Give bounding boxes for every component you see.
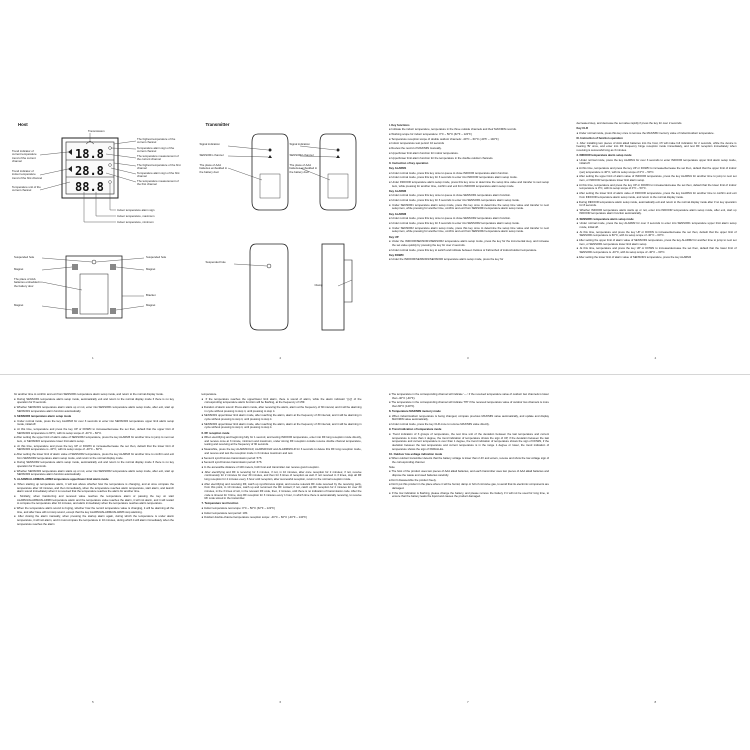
paragraph: ● At this time, temperature and press the key UP or DOWN to increase/decrease the set then, default that the lower limit of SENSOR2 temperature is -40°C, with its setup scope of -40°C ~ 60°C. — [14, 444, 174, 452]
tx2-callout-1: Signal indication — [289, 142, 310, 146]
paragraph: ● Under SENSOR2 temperature alarm setup mode, press this key once to determine the setup time value and transfer to next setup item, while pressing for another time, confirm and exit from SENSOR2 temperature alarm setup mode. — [389, 226, 549, 234]
paragraph: ● After setting the upper limit of alarm value of SENSOR1 temperature, press the key ALARM2 for another time to jump to next set item, or SENSOR1 temperature lower limit alarm setup. — [576, 239, 737, 246]
page-2 — [188, 0, 376, 375]
paragraph: ● During SENSOR2 temperature alarm setup mode, automatically exit and return to the normal display mode if there is no key operation for 8 seconds. — [14, 461, 174, 468]
tx2-callout-3: The place of AAA batteries embedded in the battery door — [289, 163, 318, 174]
section-heading: 10. Outdoor low-voltage indication mode — [389, 452, 443, 456]
paragraph: ● Under normal mode, press this key once to queue to close INDOOR temperature alarm function. — [389, 171, 509, 175]
paragraph: ● Meanwhile, press the key ALARM1/CLR, ALARM2/CLR and ALARM3/CLR for 3 seconds to delete this RF long reception mode, and receive and test the reception mode in 3 minutes maximum and test. — [201, 448, 362, 455]
paragraph: ● Duration of alarm sound: Press alarm mode, after receiving the alarm, alarm at the frequency of 30 interval, and it will be alarming in cycle without pressing to stop it, until pressing to stop it. — [201, 406, 362, 413]
paragraph: ● After electrifying and receiving RF, catch up synchronous signal, and receive relevant RF code received by the receiving party, from this point, in 10 minutes, catch up and reconnect the RF contact; if not, catch up RF reception for 2 minutes for over 30 minutes, in the 3 times of not, in the relevant RF code, then, 2 minutes, until there is no indication of transmission code. After the code is timeout for 3 time, stop RF reception for 3 minutes every 1 hour, in which time there is automatically receiving, to receive RF code stored in the transmitter. — [201, 482, 362, 501]
paragraph: ● Sensor2 synchronous transmission period: 67S — [201, 461, 262, 465]
paragraph: ● During SENSOR1 temperature alarm setup mode, automatically exit and return to the normal display mode if there is no key operation for 8 seconds. — [14, 397, 174, 405]
page-3-text — [389, 122, 549, 263]
back-callout-left-2: Magnet — [14, 267, 24, 271]
section-heading: 5. ALARM1/ALARM2/ALARM3 temperature upper/lower limit alarm mode — [14, 478, 109, 482]
section-heading: Key DOWN — [389, 253, 404, 257]
tx2-callout-2: SENSOR2 channel — [289, 153, 314, 157]
lcd-row3: 88.8 — [75, 180, 104, 194]
lcd-callout-left-3: Temperature unit of the current channel — [12, 185, 41, 193]
lcd-callout-right-3: The temperature measurement of the current channel — [137, 154, 179, 162]
paragraph: ● The temperature in the corresponding channel will indicate 'HH' if the received temperature value of outdoor two channels is more than 60°C (140°F). — [389, 401, 549, 408]
paragraph: ● Whether SENSOR1 temperature alarm starts up or not, enter into SENSOR1 temperature alarm setup mode, after exit, start up SENSOR1 temperature alarm function automatically. — [14, 406, 174, 413]
paragraph: ● Under normal mode, press the key ALARM3 for over 3 seconds to enter into SENSOR2 temperature upper limit alarm setup mode, initial:off. — [14, 419, 174, 427]
lcd-callout-right-1: The highest temperature of the current channel — [137, 137, 176, 145]
lcd-callout-right-5: Temperature alarm sign of the first channel — [137, 171, 180, 179]
paragraph: ● Under INDOOR temperature alarm setup mode, press this key once to determine the setup time value and transfer to next setup item, while pressing for another time, confirm and exit from INDOOR temperature alarm setup mode. — [389, 180, 549, 188]
paragraph: ● In the accessible distance of 100 meters, both host and transmitter can receive good reception. — [201, 465, 320, 469]
tx1-callout-1: Signal indication — [199, 142, 220, 146]
tx1-callout-2: SENSOR1 channel — [199, 153, 224, 157]
paragraph: ● Indoor temperature test period: 10S — [201, 511, 248, 515]
paragraph: ● Review the record of MAX/MIN manually. — [389, 147, 442, 151]
lcd-callout-left-1: Trend indicator of current temperature trend of the current channel — [12, 149, 37, 164]
lcd-callout-right-4: The highest temperature of the first channel — [137, 163, 181, 171]
paragraph: ● Don't put this product in the place where it will be humid, damp or full of corrosive gas, to avoid that its electronic components are damaged. — [389, 483, 549, 491]
paragraph: ● When outdoor transmitter detects that the battery voltage is lower than 2.4V and enters, receive and show the low voltage sign of the corresponding channel. — [389, 457, 549, 464]
back-callout-right-1: Suspended hole — [146, 255, 167, 259]
tx-callout-hole: Suspended hole — [205, 260, 226, 264]
paragraph: ● At this time, temperature and press the key UP or DOWN to increase/decrease the set then, default that the lower limit of SENSOR1 temperature is -40°C, with its setup scope of -40°C ~ 60°C. — [576, 247, 737, 254]
page-6 — [188, 375, 376, 750]
page-4 — [563, 0, 750, 375]
paragraph: ● Sensor1 synchronous transmission period: 57S — [201, 456, 262, 460]
paragraph: ● Whether SENSOR2 temperature alarm starts up or not, enter into SENSOR2 temperature alarm setup mode, after exit, start up SENSOR2 temperature alarm function automatically. — [14, 469, 174, 477]
paragraph: ● Under the INDOOR/SENSOR1/SENSOR2 temperature alarm setup mode, press the key for — [389, 258, 504, 262]
paragraph: ● When starting up temperature alarm, it will test above whether how the temperature is changing, and at once compare the temperature after 10 minutes, and then immediately, when the temperature reaches alarm temperature, start alarm, and launch alarm sound immediately when it is received that the temperature reaches the alarm for another time. — [14, 483, 174, 494]
lcd-callout-bottom-2: Indoor temperature, maximum — [117, 214, 155, 218]
back-callout-left-3: The place of AAA batteries embedded in the battery door — [14, 277, 42, 288]
paragraph: ● After electrifying and RF is receiving for 3 minutes, if not, in 10 minutes, after once reception for 2 minutes; if not, receive continuously for 2 minutes for over 30 minutes, and then for 3 times of reception as well. If not received in 3 times, stop all RF long reception for 4 minutes every 3 hour until reception, after successful reception, return to the normal reception mode. — [201, 470, 362, 481]
page-7 — [375, 375, 563, 750]
section-heading: 2. INDOOR temperature alarm setup mode — [576, 154, 632, 158]
page-2-number: 2 — [279, 356, 282, 360]
paragraph: Note — [389, 465, 395, 469]
paragraph: ● After closing the alarm manually, when pressing the startup alarm again, during which the temperature is under alarm temperature, it will not alarm, and it must compare the temperature in 10 minutes, during which it will alarm immediately when the temperature reaches the alarm — [14, 515, 174, 526]
paragraph: ● Indoor temperature test period: 10 seconds — [389, 142, 445, 146]
transmitter-back-diagram — [188, 236, 375, 336]
section-heading: 8. Temperature MAX/MIN memory mode — [389, 410, 441, 414]
page-4-number: 4 — [654, 356, 657, 360]
section-heading: Key ALARM2 — [389, 189, 407, 193]
page-7-number: 7 — [467, 700, 469, 704]
paragraph: ● Under SENSOR1 temperature alarm setup mode, press this key once to determine the setup time value and transfer to next setup item, while pressing for another time, confirm and exit from SENSOR1 temperature alarm setup mode. — [389, 203, 549, 211]
paragraph: ● SENSOR1 upper/lower limit alarm mode, after reaching the alarm, alarm at the frequency of 30 interval, and it will be alarming in cycle without pressing to stop it, until pressing to stop it. — [201, 414, 362, 422]
paragraph: ● Indoor temperature test scope: 0°C ~ 50°C (32°F ~ 122°F) — [201, 507, 275, 510]
paragraph: ● Under normal mode, press the key ALARM2 for over 3 seconds to enter into SENSOR1 temperature upper limit alarm setup mode, initial:off. — [576, 222, 737, 229]
lcd-callout-bottom-3: Indoor temperature, minimum — [117, 220, 154, 224]
page-6-number: 6 — [279, 700, 282, 704]
section-heading: 9. Trend indication of temperature mode — [389, 428, 442, 432]
lcd-callout-transmission: Transmission — [88, 129, 105, 133]
paragraph: ● Under the INDOOR/SENSOR1/SENSOR2 temperature alarm setup mode, press the key for the incremental step, and increase the set value quickly by pressing the key for over 2 seconds. — [389, 240, 549, 247]
host-back-diagram — [0, 250, 187, 330]
paragraph: ● After setting the lower limit of alarm value of SENSOR2 temperature, press the key ALARM3 for another time to confirm and exit from SENSOR2 temperature alarm setup mode, and return to the normal display mode. — [14, 452, 174, 460]
page-7-text — [389, 393, 549, 500]
bottom-sheet — [0, 375, 750, 750]
page-5-text — [14, 393, 174, 527]
paragraph: ● When the temperature alarm sound is ringing, whether how the record temperature value is changing, it will be alarming all the time, and after have will not stop sound, except that the key ALARM1/ALARM2/ALARM3 stop alarming. — [14, 507, 174, 514]
paragraph: ● After setting the lower limit of alarm value of SENSOR1 temperature, press the key ALARM2 — [576, 255, 692, 259]
paragraph: ● Whether INDOOR temperature alarm starts up or not, enter into INDOOR temperature alarm setup mode, after exit, start up INDOOR temperature alarm function automatically. — [576, 208, 737, 216]
page-3-number: 3 — [467, 356, 469, 360]
page-2-title: Transmitter — [205, 122, 230, 127]
page-8-number: 8 — [654, 700, 657, 704]
page-6-text — [202, 393, 362, 521]
lcd-row1: 18.8 — [75, 147, 104, 161]
lcd-row2: 28.8 — [75, 164, 104, 178]
paragraph: ● When indoor/outdoor temperature is being changed, compare previous MAX/MIN value automatically, and update and display MAX/MIN value automatically. — [389, 414, 549, 422]
paragraph: ● Under normal mode, press the key ALARM1 for over 3 seconds to enter INDOOR temperature upper limit alarm setup mode, initial:off. — [576, 158, 737, 166]
paragraph: for another time to confirm and exit from SENSOR1 temperature alarm setup mode, and return to the normal display mode. — [14, 393, 164, 396]
lcd-callout-right-2: Temperature alarm sign of the current channel — [137, 146, 175, 154]
paragraph: ● Outdoor double-channel temperature reception scope: -40°C ~ 60°C (-40°F ~ 140°F) — [201, 516, 307, 520]
paragraph: ● At this time, temperature and press the key UP or DOWN to increase/decrease the set then, default that the upper limit of SENSOR2 temperature is 60°C, with its setup scope of -40°C ~ 60°C. — [14, 427, 174, 435]
paragraph: ● Under normal mode, press this key for 3 seconds to enter into SENSOR2 temperature alarm setup mode. — [389, 222, 520, 226]
paragraph: ● SENSOR2 upper/lower limit alarm mode, after reaching the alarm, alarm at the frequency of 30 interval, and it will be alarming in cycle without pressing to stop it, until pressing to stop it. — [201, 422, 362, 430]
tx-callout-clamp: Clamp — [314, 283, 323, 287]
section-heading: III. Instruction of function operation — [576, 136, 623, 140]
paragraph: ● Under normal mode, press this key to switch and indicate between Celsius or Fahrenheit of indoor/outdoor temperature. — [389, 248, 538, 252]
paragraph: ● Upper/lower limit alarm function for the temperature in the double outdoor channels. — [389, 156, 494, 160]
lcd-callout-right-6: The temperature measurement of the first channel — [137, 179, 179, 187]
tx1-callout-3: The place of AAA batteries embedded in the battery door — [199, 163, 228, 174]
page-5 — [0, 375, 188, 750]
section-heading: 3. SENSOR1 temperature alarm setup mode — [576, 217, 634, 221]
section-heading: I. Key functions — [389, 123, 410, 127]
page-5-number: 5 — [92, 700, 94, 704]
paragraph: ● When electrifying and beginning fully for 1 second, and testing INDOOR temperature, enter into RF long reception mode directly, and receive once at 3 minute, minimum and maximum, under strong RF reception outside receive double channel temperature, testing and receiving at the frequency of 30 seconds. — [201, 436, 362, 447]
section-heading: Key UP — [389, 235, 399, 239]
section-heading: Key CLR — [576, 127, 588, 131]
paragraph: ● After setting the lower limit of alarm value of INDOOR temperature, press the key ALARM1 for another time to confirm and exit from INDOOR temperature alarm setup mode, and return to the normal display mode. — [576, 192, 737, 199]
section-heading: 6. RF reception mode — [201, 431, 230, 435]
back-callout-left-1: Suspended hole — [14, 255, 35, 259]
back-callout-left-4: Magnet — [14, 303, 24, 307]
paragraph: ● Similarly, when transferring and received value reaches the temperature alarm or passing the key on start ALARM1/ALARM2/ALARM3 temperature alarm and the temperature value reaches the alarm, it will not alarm, and it will restart to compare the temperature after 10 minutes, and alarm immediately when the temperature reaches alarm temperature. — [14, 495, 174, 506]
paragraph: ● During INDOOR temperature alarm setup mode, automatically exit and return to the normal display mode after if no key operation for 8 seconds. — [576, 200, 737, 208]
back-callout-right-4: Magnet — [146, 303, 156, 307]
paragraph: ● Trend indication of 3 groups of temperature, the test time unit of the deviation between the last temperature and current temperature is more than 1 degree, the trend indication of temperature shows the sign of UP, if the deviation between the last temperature and current temperature is over than 1 degree, the trend indication of temperature shows the sign of DOWN, if the deviation between the last temperature and current temperature is in the range 1 degree or lower, the trend indication of temperature shows the sign of PARALLEL. — [389, 433, 549, 451]
paragraph: ● After setting the upper limit of alarm value of SENSOR2 temperature, press the key ALARM3 for another time to jump to next set item, or SENSOR2 temperature lower limit alarm setup. — [14, 436, 174, 443]
paragraph: ● Indicate the indoor temperature, temperature in the three outside channels and their MAX/MIN records. — [389, 128, 517, 132]
back-callout-right-3: Bracket — [146, 293, 156, 297]
section-heading: II. Instruction of key operation — [389, 161, 429, 165]
paragraph: ● Under normal mode, press the key CLR once to remove MAX/MIN value directly. — [389, 423, 490, 427]
paragraph: ● If the low indication is flashing, please change the battery, and please remove the battery if it will not be used for long time, to ensure that the battery leaks the liquid and causes the product damaged. — [389, 491, 549, 499]
paragraph: decreased step, and decrease the set value rapidly if press the key for over 2 seconds. — [576, 122, 683, 125]
lcd-callout-bottom-1: Indoor temperature alarm sign — [117, 208, 155, 212]
paragraph: ● At this time, temperature and press the key UP or DOWN to increase/decrease the set then, default that the upper limit of SENSOR1 temperature is 60°C, with its setup scope of -40°C ~ 60°C. — [576, 230, 737, 238]
section-heading: Key ALARM1 — [389, 166, 407, 170]
paragraph: ● Under normal mode, press this key once to remove the MAX/MIN memory value of indoor/outdoor temperature. — [576, 131, 715, 135]
paragraph: ● Under normal mode, press this key for 3 seconds to enter into SENSOR1 temperature alarm setup mode. — [389, 199, 520, 203]
paragraph: ● Don't disassemble the product freely. — [389, 478, 437, 482]
paragraph: ● Under normal mode, press this key once to queue to close SENSOR1 temperature alarm function. — [389, 194, 511, 198]
page-1-title: Host — [18, 122, 28, 127]
paragraph: ● Under normal mode, press this key once to queue to close SENSOR2 temperature alarm function. — [389, 217, 511, 221]
paragraph: ● The host of the product uses two pieces of AAA alkali batteries, and each transmitter uses two pieces of AAA alkali batteries and dispose the waste and used batteries carefully. — [389, 470, 549, 478]
section-heading: Key ALARM3 — [389, 212, 407, 216]
section-heading: 7. Temperature test function — [201, 502, 239, 506]
page-3 — [375, 0, 563, 375]
paragraph: ● If the temperature reaches the upper/lower limit alarm, there is sound of alarm, while the alarm indicator '((•))' of the corresponding temperature alarm function will be flashing, at the frequency of 1HZ. — [201, 397, 362, 405]
paragraph: ● Upper/lower limit alarm function for indoor temperature. — [389, 151, 459, 155]
paragraph: ● At this time, temperature and press the key UP or DOWN to increase/decrease the set then, default that the lower limit of indoor temperature is 0°C, with its setup scope of 0°C ~ 50°C. — [576, 183, 737, 191]
lcd-callout-left-2: Trend indicator of indoor temperature trend of the first channel — [12, 169, 43, 180]
back-callout-right-2: Magnet — [146, 267, 156, 271]
paragraph: 1. After installing two pieces of AAA alkali batteries into the host, it'll will make full indication for 2 seconds, while the device is hearing 'Bi' once, and enter into RF frequency hinge reception mode immediately, and test RF reception immediately when receiving is successful long as 3 minutes. — [576, 141, 737, 152]
paragraph: ● Under normal mode, press this key for 3 seconds to enter into INDOOR temperature alarm setup mode. — [389, 176, 518, 180]
paragraph: ● At this time, temperature and press the key UP or DOWN to increase/decrease the set then, default that the upper limit of indoor (set) temperature is 40°C, with its setup scope of 0°C ~ 50°C. — [576, 167, 737, 174]
page-8 — [563, 375, 750, 750]
page-1-number: 1 — [92, 356, 94, 360]
paragraph: ● Working scope for indoor temperature: 0°C ~ 50°C (32°F ~ 122°F) — [389, 132, 472, 136]
paragraph: ● Temperature reception scope of double outdoor channels: -40°C ~ 60°C (-40°F ~ 140°F) — [389, 137, 499, 141]
paragraph: ● The temperature in the corresponding channel will indicate '--.-' if the received temperature value of outdoor two channels is lower than -40°C (-40°F). — [389, 393, 549, 400]
paragraph: temperature. — [201, 393, 218, 396]
paragraph: ● After setting the upper limit of alarm value of INDOOR temperature, press the key ALARM1 for another time to jump to next set item, or INDOOR temperature lower limit alarm setup. — [576, 175, 737, 183]
section-heading: 4. SENSOR2 temperature alarm setup mode — [14, 414, 72, 418]
page-4-text — [577, 122, 737, 260]
page-1 — [0, 0, 188, 375]
